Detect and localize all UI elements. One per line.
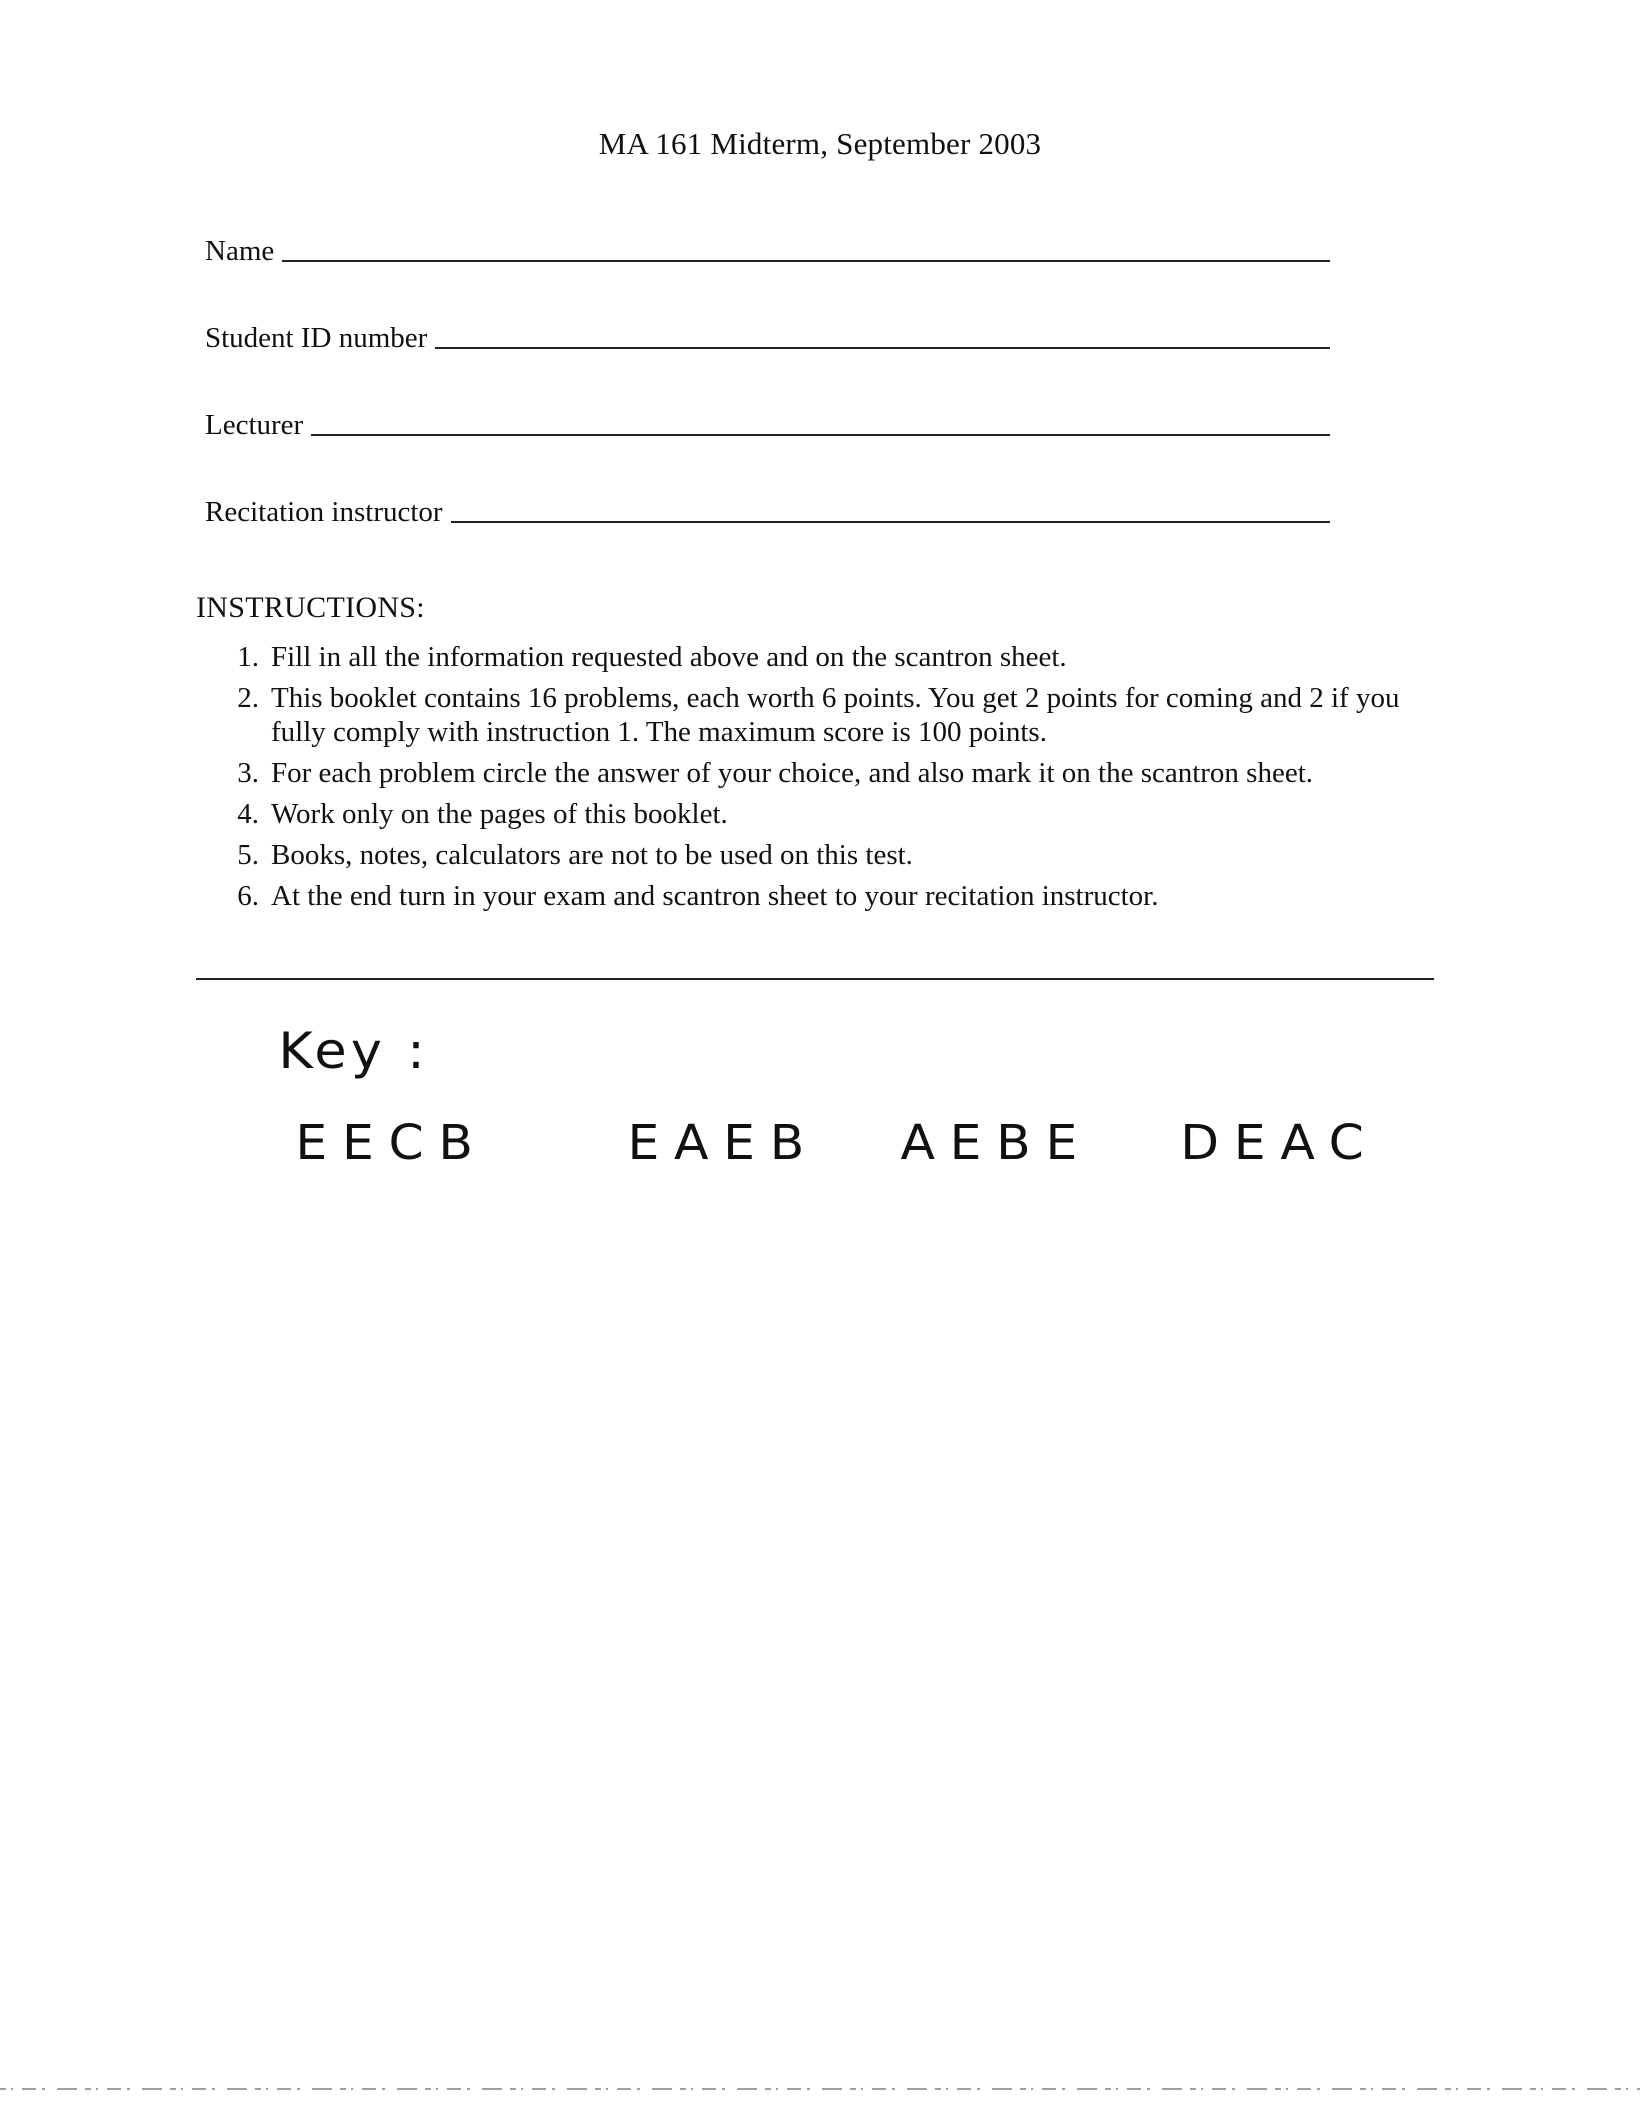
- instruction-item: [205, 879, 1435, 913]
- instruction-number: 3.: [237, 757, 259, 789]
- instruction-item: [205, 681, 1435, 749]
- instruction-number: 4.: [237, 798, 259, 830]
- lecturer-field: [205, 400, 1330, 440]
- student-id-blank-line[interactable]: [435, 347, 1330, 349]
- student-id-field: [205, 313, 1330, 353]
- recitation-instructor-blank-line[interactable]: [451, 521, 1330, 523]
- section-divider: [196, 978, 1434, 980]
- name-field: [205, 226, 1330, 266]
- answer-key-group: EAEB: [627, 1115, 819, 1171]
- answer-key-group: AEBE: [900, 1115, 1092, 1171]
- answer-key-group: EECB: [295, 1115, 488, 1171]
- instruction-text: This booklet contains 16 problems, each worth 6 points. You get 2 points for coming and 2 if you fully comply with instruction 1. The maximum score is 100 points.: [271, 682, 1400, 748]
- exam-title: MA 161 Midterm, September 2003: [598, 126, 1042, 161]
- instruction-item: [205, 756, 1435, 790]
- scan-artifact-dots: [0, 2085, 1640, 2093]
- instruction-item: [205, 838, 1435, 872]
- instruction-number: 1.: [237, 641, 259, 673]
- name-blank-line[interactable]: [282, 260, 1330, 262]
- instruction-text: Books, notes, calculators are not to be used on this test.: [271, 839, 913, 871]
- instruction-number: 2.: [237, 682, 259, 714]
- instruction-text: For each problem circle the answer of your choice, and also mark it on the scantron sheet.: [271, 757, 1314, 789]
- instruction-text: At the end turn in your exam and scantron sheet to your recitation instructor.: [271, 880, 1159, 912]
- student-id-label: Student ID number: [205, 322, 428, 354]
- answer-key-group: DEAC: [1180, 1115, 1379, 1171]
- instruction-item: [205, 797, 1435, 831]
- instruction-number: 5.: [237, 839, 259, 871]
- lecturer-blank-line[interactable]: [311, 434, 1330, 436]
- answer-key-label: Key :: [278, 1022, 429, 1080]
- instruction-item: [205, 640, 1435, 674]
- lecturer-label: Lecturer: [205, 409, 304, 441]
- name-label: Name: [205, 235, 275, 267]
- instructions-heading: INSTRUCTIONS:: [196, 591, 425, 624]
- instruction-number: 6.: [237, 880, 259, 912]
- recitation-instructor-field: [205, 487, 1330, 527]
- instruction-text: Work only on the pages of this booklet.: [271, 798, 728, 830]
- instruction-text: Fill in all the information requested above and on the scantron sheet.: [271, 641, 1067, 673]
- recitation-instructor-label: Recitation instructor: [205, 496, 443, 528]
- instructions-list: [205, 640, 1435, 920]
